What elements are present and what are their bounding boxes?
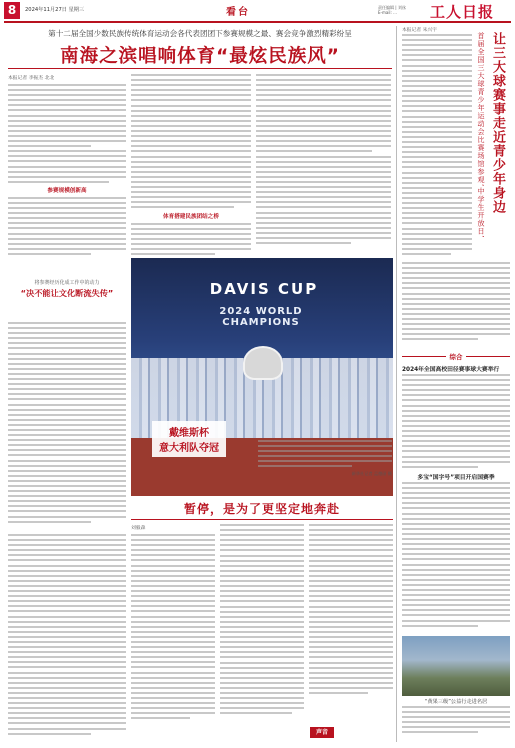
title-rule (8, 68, 392, 69)
news-3-photo-caption: “黄果三级”公益行走进名居 (424, 699, 488, 705)
body-text-block (402, 374, 510, 468)
photo-banner-text: DAVIS CUP (209, 280, 319, 298)
body-text-block (402, 706, 510, 733)
issue-date: 2024年11月27日 星期三 (25, 7, 85, 13)
editor-meta: 责任编辑 | 刘丝 E-mail: ... (378, 5, 406, 15)
trophy-icon (243, 346, 283, 380)
pull-quote-lead: 将参赛经历化成工作中的动力 (34, 280, 100, 286)
section-heading: 体育搭建民族团结之桥 (163, 213, 219, 220)
body-text-block (131, 74, 251, 208)
body-text-block (402, 482, 510, 627)
right-feature-title-block (476, 32, 510, 300)
news-2-body (402, 482, 510, 632)
body-text-block (402, 262, 510, 340)
news-2-title: 多宝“国字号”项目开启国赛季 (417, 475, 495, 481)
photo-caption-box (152, 421, 226, 457)
body-text-block (8, 197, 126, 255)
newspaper-logo: 工人日报 (430, 3, 495, 21)
photo-note-text (258, 440, 392, 467)
editorial-left-column (8, 534, 126, 740)
section-heading: 参赛规模创新高 (47, 187, 87, 194)
main-article-column-1-continued (8, 322, 126, 530)
editorial-title: 暂停，是为了更坚定地奔赴 (183, 502, 340, 516)
news-3-photo (402, 636, 510, 696)
editorial-rule (131, 519, 393, 520)
body-text-block (8, 322, 126, 523)
body-text-block (220, 524, 304, 714)
body-text-block (8, 534, 126, 735)
body-text-block (8, 84, 126, 183)
body-text-block (131, 534, 215, 719)
news-1-title: 2024年全国高校田径赛事球大赛举行 (402, 367, 500, 373)
photo-credit: 新华社记者 孟德丽 摄 (351, 470, 392, 476)
header-rule (4, 21, 511, 23)
right-feature-subtitle: 首届全国三大球青少年运动会比赛场馆参观‘中学生开放日’ (477, 32, 485, 239)
pull-quote-text: “决不能让文化断流失传” (20, 288, 114, 298)
photo-banner-subtext: 2024 WORLD CHAMPIONS (219, 306, 303, 328)
main-article-column-2 (131, 74, 251, 254)
body-text-block (131, 223, 251, 256)
main-article-column-3 (256, 74, 391, 254)
right-feature-body-continued (402, 262, 510, 346)
news-3-body (402, 706, 510, 742)
page-header (0, 0, 515, 22)
editorial-byline: 刘毅森 (131, 526, 146, 531)
main-article-column-1 (8, 74, 126, 274)
right-feature-title: 让三大球赛事走近青少年身边 (490, 32, 505, 214)
news-1-body (402, 374, 510, 470)
right-feature-byline: 本报记者 朱兴宇 (402, 28, 438, 33)
editorial-column-2 (220, 524, 304, 724)
photo-caption-line-1: 戴维斯杯 (169, 428, 209, 439)
combo-label: 综合 (446, 352, 466, 361)
main-article-byline: 本报记者 李振杰 北北 (8, 76, 55, 81)
editorial-column-1 (131, 524, 215, 724)
editorial-column-3 (309, 524, 393, 724)
voice-tag: 声音 (310, 727, 334, 738)
page-number: 8 (4, 2, 20, 19)
right-feature-body (402, 34, 472, 258)
main-article-subhead: 第十二届全国少数民族传统体育运动会各代表团团下参赛规模之最、赛会竞争激烈精彩纷呈 (48, 29, 352, 38)
column-divider (396, 26, 397, 742)
main-article-title: 南海之滨唱响体育“最炫民族风” (60, 46, 340, 67)
photo-caption-line-2: 意大利队夺冠 (159, 443, 219, 454)
section-name: 看台 (226, 7, 250, 18)
pull-quote (8, 280, 126, 320)
body-text-block (309, 524, 393, 694)
body-text-block (402, 34, 472, 255)
body-text-block (256, 74, 391, 244)
photo-note (258, 440, 392, 490)
combo-section-tag (402, 352, 510, 362)
